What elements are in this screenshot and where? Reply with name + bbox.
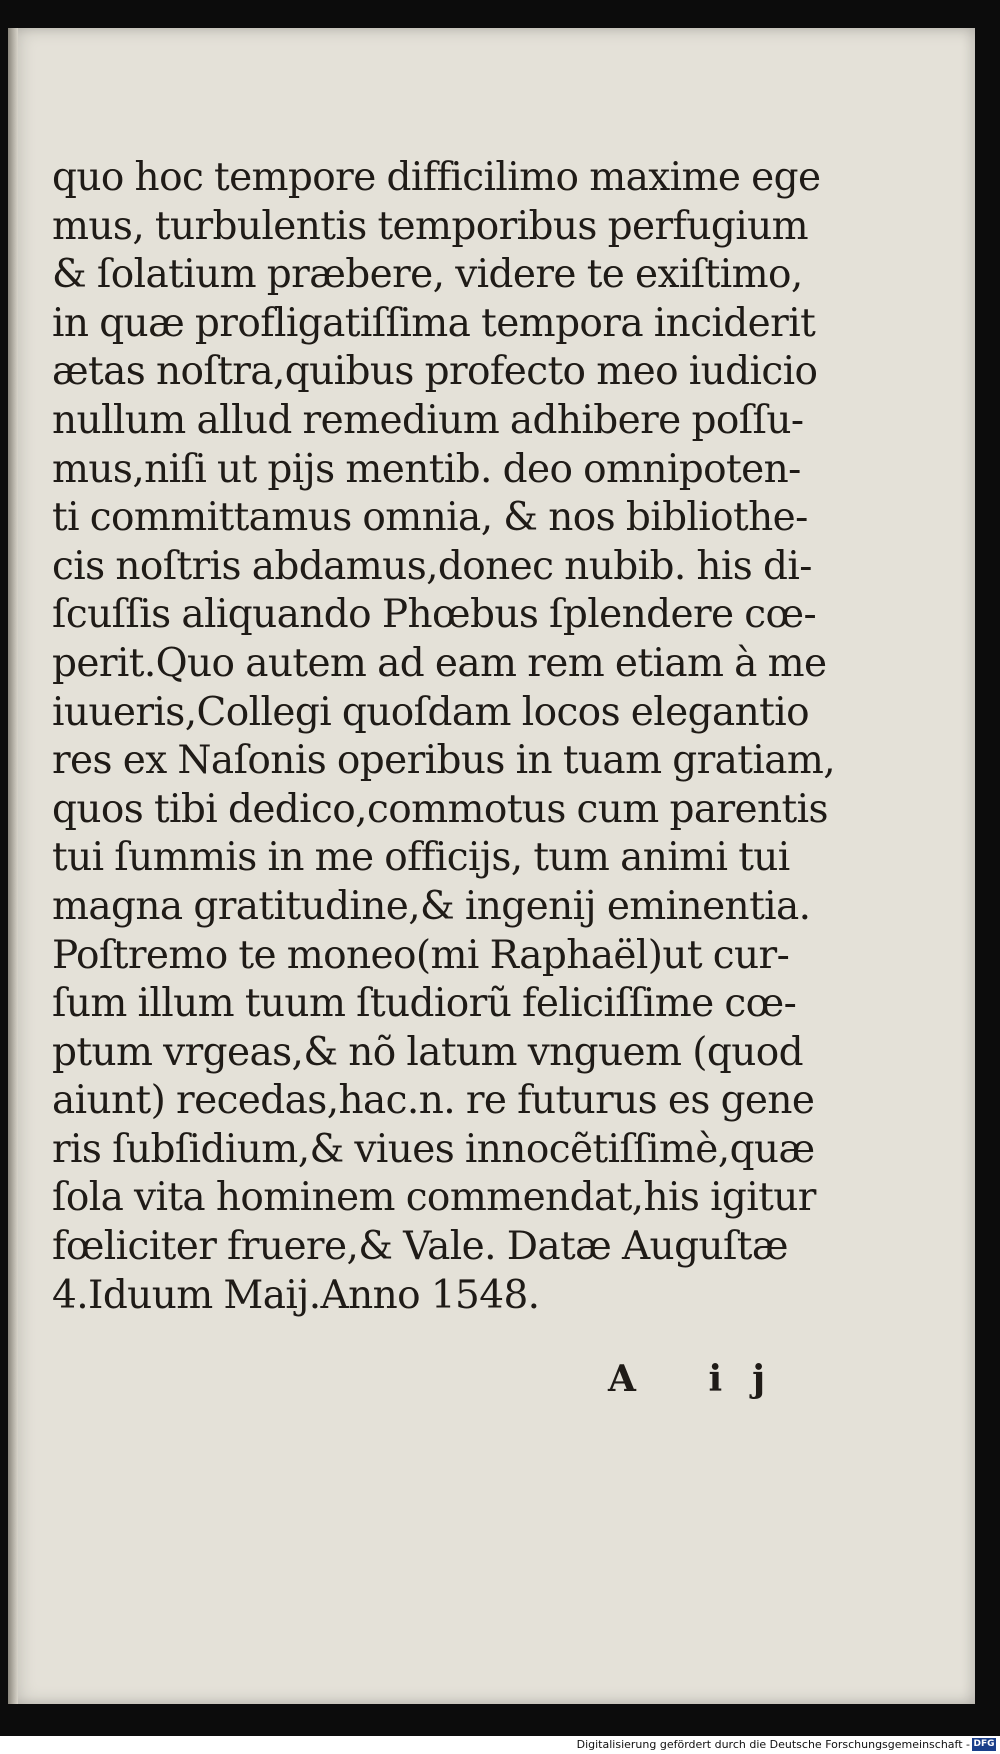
text-line: ti committamus omnia, & nos bibliothe- xyxy=(52,495,808,541)
page-gutter xyxy=(8,28,18,1704)
signature-mark: A ij xyxy=(608,1358,796,1400)
text-line: mus, turbulentis temporibus perfugium xyxy=(52,203,809,249)
text-line: res ex Naſonis operibus in tuam gratiam, xyxy=(52,738,836,784)
funding-credit: Digitalisierung gefördert durch die Deutsche Forschungsgemeinschaft - xyxy=(576,1738,970,1751)
text-line: fœliciter fruere,& Vale. Datæ Auguſtæ xyxy=(52,1224,788,1270)
text-line: ſola vita hominem commendat,his igitur xyxy=(52,1175,816,1221)
text-line: in quæ profligatiſſima tempora inciderit xyxy=(52,300,816,346)
text-line: tui ſummis in me officijs, tum animi tui xyxy=(52,835,790,881)
text-line: Poſtremo te moneo(mi Raphaël)ut cur- xyxy=(52,932,790,978)
book-page xyxy=(8,28,975,1704)
text-line: 4.Iduum Maij.Anno 1548. xyxy=(52,1272,540,1318)
body-text xyxy=(52,154,852,1320)
text-line: ris ſubſidium,& viues innocẽtiſſimè,quæ xyxy=(52,1126,815,1172)
text-line: perit.Quo autem ad eam rem etiam à me xyxy=(52,640,827,686)
text-line: quos tibi dedico,commotus cum parentis xyxy=(52,786,828,832)
text-line: ſcuſſis aliquando Phœbus ſplendere cœ- xyxy=(52,592,817,638)
text-line: mus,niſi ut pijs mentib. deo omnipoten- xyxy=(52,446,801,492)
text-line: iuueris,Collegi quoſdam locos elegantio xyxy=(52,689,809,735)
dfg-logo-icon: DFG xyxy=(973,1739,995,1749)
text-line: & ſolatium præbere, videre te exiſtimo, xyxy=(52,252,803,298)
text-line: ptum vrgeas,& nõ latum vnguem (quod xyxy=(52,1029,803,1075)
text-line: ſum illum tuum ſtudiorũ feliciſſime cœ- xyxy=(52,981,797,1027)
text-line: cis noſtris abdamus,donec nubib. his di- xyxy=(52,543,812,589)
text-line: aiunt) recedas,hac.n. re futurus es gene xyxy=(52,1078,815,1124)
text-line: nullum allud remedium adhibere poſſu- xyxy=(52,397,804,443)
text-line: magna gratitudine,& ingenij eminentia. xyxy=(52,883,811,929)
text-line: ætas noſtra,quibus profecto meo iudicio xyxy=(52,349,818,395)
text-line: quo hoc tempore difficilimo maxime ege xyxy=(52,155,821,200)
